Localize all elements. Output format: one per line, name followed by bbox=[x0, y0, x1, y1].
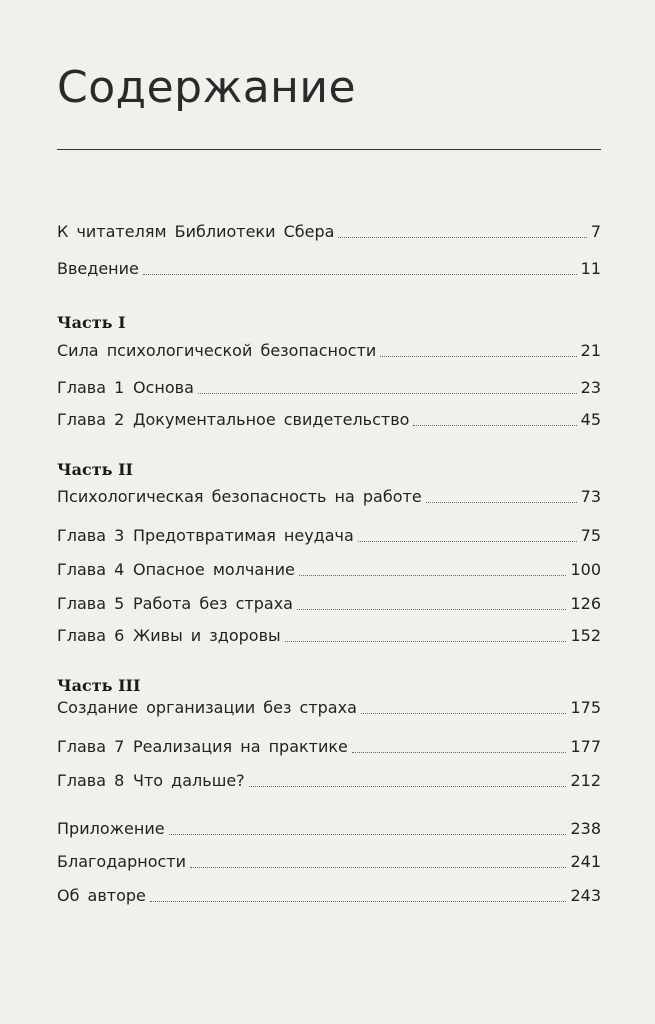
chapter-number: Глава 1 bbox=[57, 378, 125, 397]
toc-chapter-entry[interactable] bbox=[57, 771, 601, 791]
dot-leader bbox=[426, 501, 577, 503]
chapter-title: Работа без страха bbox=[133, 594, 293, 613]
dot-leader bbox=[143, 273, 577, 275]
dot-leader bbox=[358, 540, 577, 542]
toc-chapter-entry[interactable] bbox=[57, 378, 601, 398]
toc-page-number: 21 bbox=[580, 341, 601, 360]
dot-leader bbox=[380, 355, 576, 357]
chapter-number: Глава 2 bbox=[57, 410, 125, 429]
toc-entry-label: К читателям Библиотеки Сбера bbox=[57, 222, 335, 241]
part-heading: Часть III bbox=[57, 676, 141, 695]
part-heading: Часть II bbox=[57, 460, 134, 479]
chapter-number: Глава 6 bbox=[57, 626, 125, 645]
chapter-title: Предотвратимая неудача bbox=[133, 526, 354, 545]
toc-chapter-entry[interactable] bbox=[57, 626, 601, 646]
toc-part-title[interactable] bbox=[57, 341, 601, 361]
toc-entry-label: Создание организации без страха bbox=[57, 698, 357, 717]
toc-chapter-entry[interactable] bbox=[57, 526, 601, 546]
toc-page-number: 177 bbox=[570, 737, 601, 756]
dot-leader bbox=[352, 751, 567, 753]
dot-leader bbox=[198, 392, 577, 394]
toc-entry-label: Об авторе bbox=[57, 886, 146, 905]
chapter-number: Глава 3 bbox=[57, 526, 125, 545]
dot-leader bbox=[190, 866, 566, 868]
toc-entry-introduction[interactable] bbox=[57, 259, 601, 279]
chapter-title: Реализация на практике bbox=[133, 737, 348, 756]
toc-entry-preface[interactable] bbox=[57, 222, 601, 242]
chapter-title: Живы и здоровы bbox=[133, 626, 281, 645]
dot-leader bbox=[150, 900, 567, 902]
toc-entry-label: Введение bbox=[57, 259, 139, 278]
toc-part-title[interactable] bbox=[57, 487, 601, 507]
toc-page-number: 152 bbox=[570, 626, 601, 645]
dot-leader bbox=[285, 640, 567, 642]
part-heading: Часть I bbox=[57, 313, 126, 332]
chapter-title: Основа bbox=[133, 378, 194, 397]
page-title: Содержание bbox=[57, 62, 357, 113]
chapter-number: Глава 7 bbox=[57, 737, 125, 756]
dot-leader bbox=[249, 785, 567, 787]
toc-page-number: 100 bbox=[570, 560, 601, 579]
toc-page-number: 23 bbox=[580, 378, 601, 397]
toc-entry-appendix[interactable] bbox=[57, 819, 601, 839]
toc-page-number: 238 bbox=[570, 819, 601, 838]
toc-part-title[interactable] bbox=[57, 698, 601, 718]
chapter-number: Глава 8 bbox=[57, 771, 125, 790]
toc-chapter-entry[interactable] bbox=[57, 560, 601, 580]
toc-chapter-entry[interactable] bbox=[57, 410, 601, 430]
toc-entry-label: Сила психологической безопасности bbox=[57, 341, 377, 360]
toc-entry-acknowledgements[interactable] bbox=[57, 852, 601, 872]
toc-entry-label: Приложение bbox=[57, 819, 165, 838]
dot-leader bbox=[169, 833, 567, 835]
toc-page-number: 11 bbox=[580, 259, 601, 278]
dot-leader bbox=[297, 608, 566, 610]
dot-leader bbox=[299, 574, 567, 576]
dot-leader bbox=[413, 424, 576, 426]
toc-page-number: 212 bbox=[570, 771, 601, 790]
dot-leader bbox=[361, 712, 567, 714]
chapter-title: Документальное свидетельство bbox=[133, 410, 410, 429]
dot-leader bbox=[338, 236, 586, 238]
chapter-title: Что дальше? bbox=[133, 771, 245, 790]
toc-page-number: 73 bbox=[580, 487, 601, 506]
toc-page-number: 241 bbox=[570, 852, 601, 871]
toc-page-number: 175 bbox=[570, 698, 601, 717]
toc-page-number: 126 bbox=[570, 594, 601, 613]
toc-chapter-entry[interactable] bbox=[57, 594, 601, 614]
chapter-number: Глава 5 bbox=[57, 594, 125, 613]
toc-chapter-entry[interactable] bbox=[57, 737, 601, 757]
chapter-title: Опасное молчание bbox=[133, 560, 295, 579]
toc-entry-label: Благодарности bbox=[57, 852, 186, 871]
toc-entry-label: Психологическая безопасность на работе bbox=[57, 487, 422, 506]
toc-entry-about-author[interactable] bbox=[57, 886, 601, 906]
toc-page-number: 75 bbox=[580, 526, 601, 545]
chapter-number: Глава 4 bbox=[57, 560, 125, 579]
toc-page-number: 7 bbox=[590, 222, 601, 241]
title-divider bbox=[57, 149, 601, 150]
toc-page-number: 45 bbox=[580, 410, 601, 429]
toc-page-number: 243 bbox=[570, 886, 601, 905]
